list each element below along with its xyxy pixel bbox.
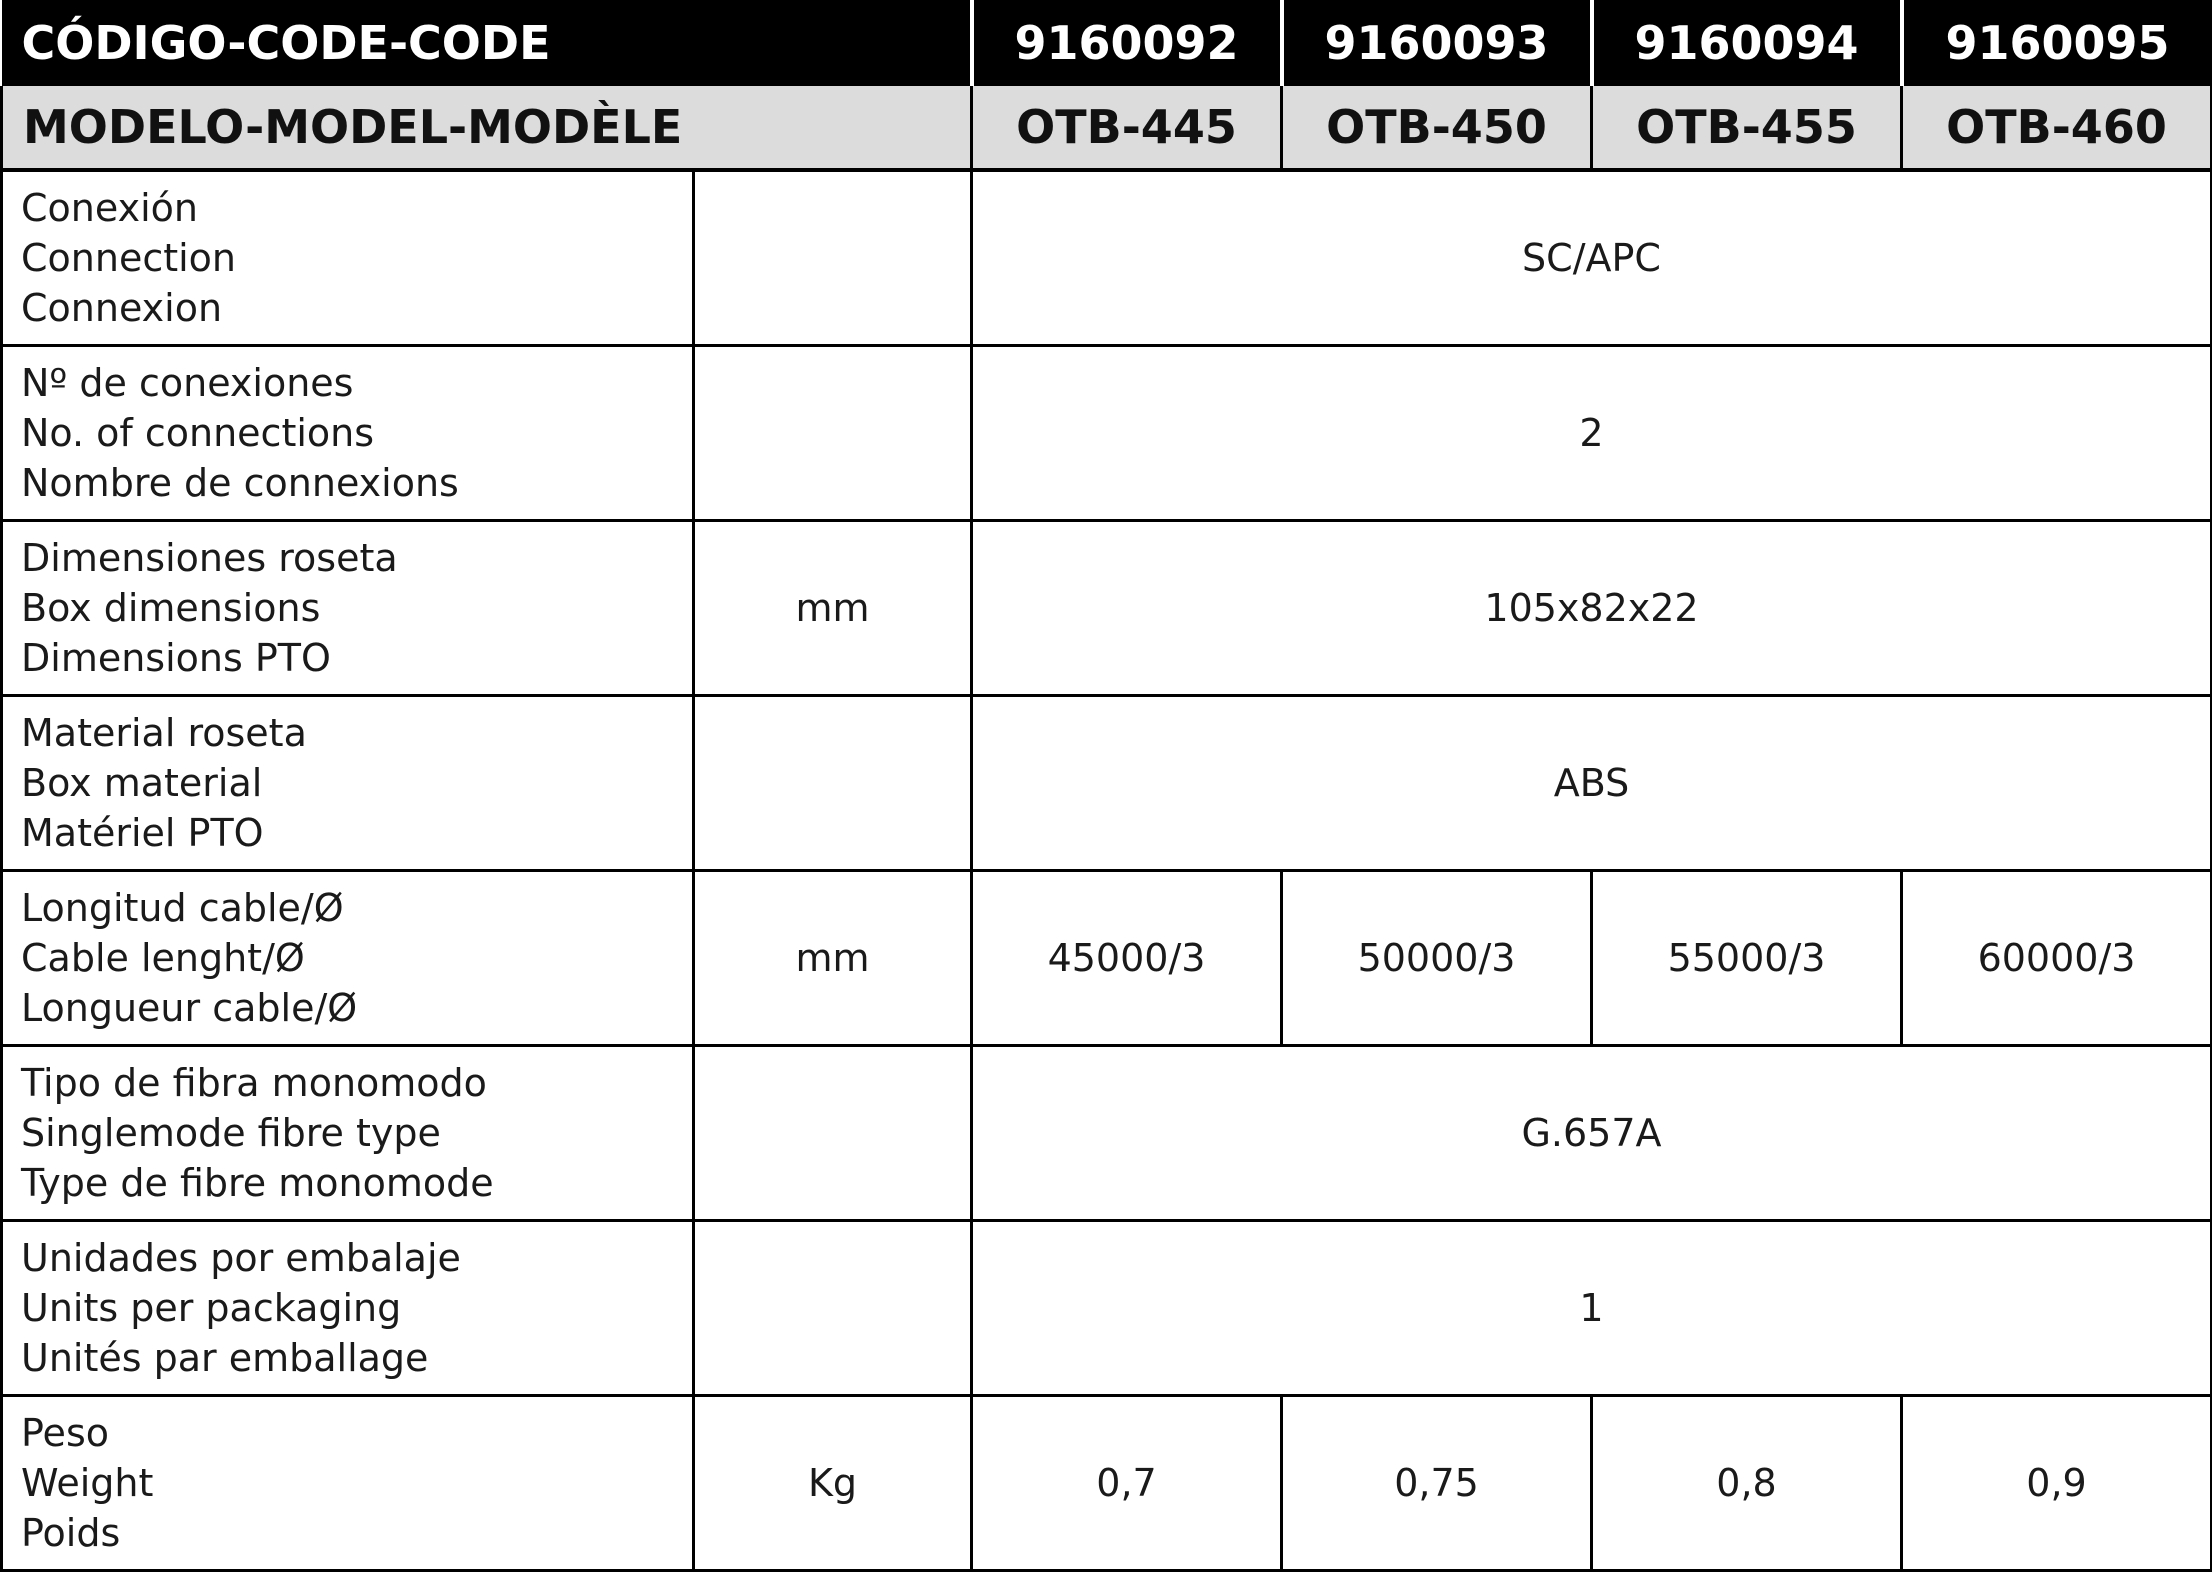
code-label: CÓDIGO-CODE-CODE: [2, 0, 972, 86]
label-es: Nº de conexiones: [21, 361, 354, 406]
table-row: [2, 170, 2212, 346]
label-en: Box material: [21, 761, 263, 806]
model-label: MODELO-MODEL-MODÈLE: [2, 86, 972, 170]
label-fr: Matériel PTO: [21, 811, 264, 856]
label-es: Dimensiones roseta: [21, 536, 398, 581]
row-label: [2, 1046, 694, 1221]
unit-cell: mm: [694, 871, 972, 1046]
label-fr: Connexion: [21, 286, 223, 331]
table-row: [2, 871, 2212, 1046]
value-cell: 0,7: [972, 1395, 1282, 1570]
label-en: Weight: [21, 1460, 154, 1505]
table-row: [2, 521, 2212, 696]
label-es: Unidades por embalaje: [21, 1235, 461, 1280]
unit-cell: [694, 696, 972, 871]
label-en: Cable lenght/Ø: [21, 936, 305, 980]
value-cell: 50000/3: [1282, 871, 1592, 1046]
model-cell: OTB-450: [1282, 86, 1592, 170]
row-label: [2, 1395, 694, 1570]
value-cell: 1: [972, 1220, 2212, 1395]
label-es: Conexión: [21, 186, 198, 231]
row-label: [2, 346, 694, 521]
code-cell: 9160093: [1282, 0, 1592, 86]
label-en: Units per packaging: [21, 1285, 402, 1330]
value-cell: 60000/3: [1902, 871, 2212, 1046]
unit-cell: [694, 170, 972, 346]
unit-cell: [694, 346, 972, 521]
label-fr: Dimensions PTO: [21, 636, 331, 681]
value-cell: 105x82x22: [972, 521, 2212, 696]
value-cell: 2: [972, 346, 2212, 521]
label-en: Box dimensions: [21, 586, 321, 631]
code-cell: 9160092: [972, 0, 1282, 86]
label-fr: Poids: [21, 1510, 121, 1555]
value-cell: 55000/3: [1592, 871, 1902, 1046]
label-es: Material roseta: [21, 711, 307, 756]
label-fr: Unités par emballage: [21, 1335, 429, 1380]
row-label: [2, 871, 694, 1046]
model-header-row: [2, 86, 2212, 170]
value-cell: 0,75: [1282, 1395, 1592, 1570]
row-label: [2, 696, 694, 871]
value-cell: 45000/3: [972, 871, 1282, 1046]
unit-cell: Kg: [694, 1395, 972, 1570]
table-row: [2, 346, 2212, 521]
label-es: Tipo de fibra monomodo: [21, 1060, 487, 1105]
row-label: [2, 1220, 694, 1395]
table-row: [2, 1220, 2212, 1395]
table-row: [2, 1046, 2212, 1221]
table-row: [2, 696, 2212, 871]
value-cell: G.657A: [972, 1046, 2212, 1221]
value-cell: 0,9: [1902, 1395, 2212, 1570]
model-cell: OTB-445: [972, 86, 1282, 170]
model-cell: OTB-460: [1902, 86, 2212, 170]
label-en: Singlemode fibre type: [21, 1110, 441, 1155]
code-header-row: [2, 0, 2212, 86]
label-fr: Type de fibre monomode: [21, 1160, 494, 1205]
label-es: Peso: [21, 1410, 109, 1455]
value-cell: ABS: [972, 696, 2212, 871]
model-cell: OTB-455: [1592, 86, 1902, 170]
label-en: No. of connections: [21, 411, 375, 456]
label-fr: Nombre de connexions: [21, 461, 459, 506]
value-cell: 0,8: [1592, 1395, 1902, 1570]
code-cell: 9160095: [1902, 0, 2212, 86]
label-es: Longitud cable/Ø: [21, 886, 344, 930]
code-cell: 9160094: [1592, 0, 1902, 86]
table-row: [2, 1395, 2212, 1570]
row-label: [2, 521, 694, 696]
unit-cell: [694, 1220, 972, 1395]
unit-cell: mm: [694, 521, 972, 696]
unit-cell: [694, 1046, 972, 1221]
row-label: [2, 170, 694, 346]
label-en: Connection: [21, 236, 237, 281]
value-cell: SC/APC: [972, 170, 2212, 346]
label-fr: Longueur cable/Ø: [21, 986, 358, 1030]
